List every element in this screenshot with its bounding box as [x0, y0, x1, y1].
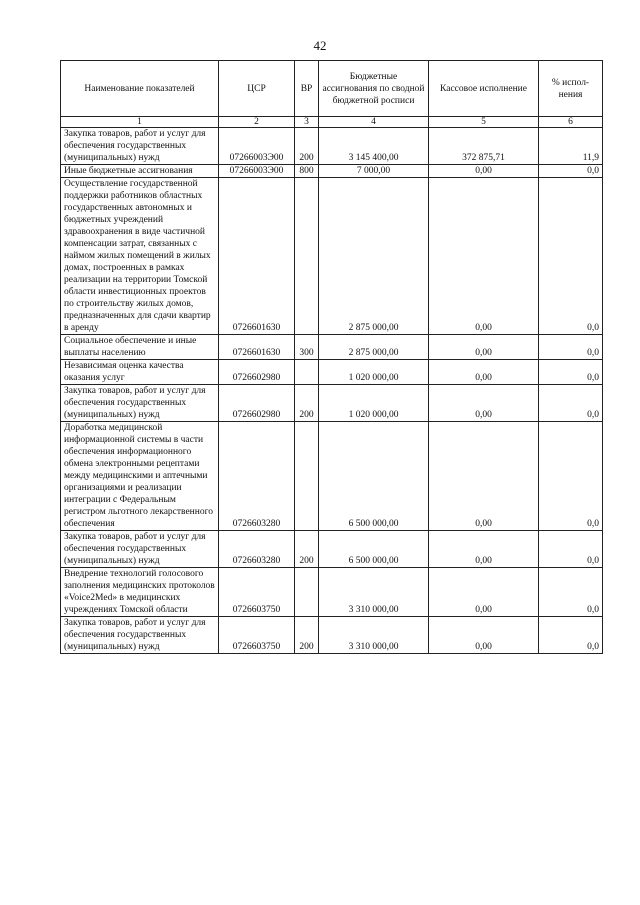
row-name: Закупка товаров, работ и услуг для обеспечения государственных (муниципальных) нужд [61, 128, 219, 165]
header-row [61, 61, 603, 117]
row-name: Закупка товаров, работ и услуг для обеспечения государственных (муниципальных) нужд [61, 531, 219, 568]
row-name: Внедрение технологий голосового заполнения медицинских протоколов «Voice2Med» в медицинских учреждениях Томской области [61, 568, 219, 617]
row-cash: 0,00 [429, 335, 539, 360]
row-csr: 0726601630 [219, 178, 295, 335]
row-cash: 0,00 [429, 617, 539, 654]
row-csr: 0726603750 [219, 617, 295, 654]
header-budget: Бюджетные ассигнования по сводной бюджетной росписи [319, 61, 429, 117]
row-budget: 1 020 000,00 [319, 385, 429, 422]
table-row [61, 165, 603, 178]
row-percent: 0,0 [539, 335, 603, 360]
header-name: Наименование показателей [61, 61, 219, 117]
row-budget: 2 875 000,00 [319, 178, 429, 335]
row-name: Осуществление государственной поддержки работников областных государственных автономных и бюджетных учреждений здравоохранения в виде частичной компенсации затрат, связанных с наймом жилых помещений в жилых домах, построенных в рамках реализации на территории Томской области инвестиционных проектов по строительству жилых домов, предназначенных для сдачи квартир в аренду [61, 178, 219, 335]
row-percent: 0,0 [539, 360, 603, 385]
table-row [61, 617, 603, 654]
table-row [61, 568, 603, 617]
row-vr: 300 [295, 335, 319, 360]
row-percent: 0,0 [539, 422, 603, 531]
column-number: 2 [219, 117, 295, 128]
row-csr: 07266003Э00 [219, 128, 295, 165]
table-row [61, 128, 603, 165]
row-percent: 0,0 [539, 178, 603, 335]
table-row [61, 360, 603, 385]
row-csr: 0726602980 [219, 385, 295, 422]
row-cash: 0,00 [429, 178, 539, 335]
column-number: 1 [61, 117, 219, 128]
table-row [61, 531, 603, 568]
row-budget: 6 500 000,00 [319, 531, 429, 568]
row-csr: 07266003Э00 [219, 165, 295, 178]
row-percent: 0,0 [539, 617, 603, 654]
row-budget: 3 145 400,00 [319, 128, 429, 165]
row-csr: 0726601630 [219, 335, 295, 360]
row-cash: 0,00 [429, 568, 539, 617]
row-budget: 3 310 000,00 [319, 617, 429, 654]
row-budget: 7 000,00 [319, 165, 429, 178]
row-cash: 0,00 [429, 385, 539, 422]
row-vr [295, 360, 319, 385]
header-vr: ВР [295, 61, 319, 117]
row-vr [295, 178, 319, 335]
row-vr: 200 [295, 385, 319, 422]
row-name: Иные бюджетные ассигнования [61, 165, 219, 178]
row-budget: 2 875 000,00 [319, 335, 429, 360]
header-csr: ЦСР [219, 61, 295, 117]
column-number: 3 [295, 117, 319, 128]
table-row [61, 178, 603, 335]
row-name: Социальное обеспечение и иные выплаты населению [61, 335, 219, 360]
row-percent: 0,0 [539, 568, 603, 617]
row-cash: 0,00 [429, 165, 539, 178]
row-cash: 372 875,71 [429, 128, 539, 165]
row-vr [295, 422, 319, 531]
column-number: 5 [429, 117, 539, 128]
row-vr: 200 [295, 531, 319, 568]
table-row [61, 422, 603, 531]
budget-execution-table [60, 60, 603, 654]
row-percent: 0,0 [539, 531, 603, 568]
row-csr: 0726603280 [219, 531, 295, 568]
row-csr: 0726602980 [219, 360, 295, 385]
row-budget: 3 310 000,00 [319, 568, 429, 617]
row-vr: 800 [295, 165, 319, 178]
table-row [61, 385, 603, 422]
header-percent: % испол-нения [539, 61, 603, 117]
row-name: Закупка товаров, работ и услуг для обеспечения государственных (муниципальных) нужд [61, 385, 219, 422]
row-budget: 1 020 000,00 [319, 360, 429, 385]
header-cash: Кассовое исполнение [429, 61, 539, 117]
row-budget: 6 500 000,00 [319, 422, 429, 531]
row-csr: 0726603750 [219, 568, 295, 617]
column-number: 6 [539, 117, 603, 128]
page-number: 42 [313, 38, 327, 53]
row-vr: 200 [295, 128, 319, 165]
table-row [61, 335, 603, 360]
row-name: Независимая оценка качества оказания услуг [61, 360, 219, 385]
row-cash: 0,00 [429, 360, 539, 385]
row-percent: 11,9 [539, 128, 603, 165]
row-csr: 0726603280 [219, 422, 295, 531]
row-cash: 0,00 [429, 531, 539, 568]
column-number-row [61, 117, 603, 128]
row-percent: 0,0 [539, 385, 603, 422]
row-name: Доработка медицинской информационной системы в части обеспечения информационного обмена электронными рецептами между медицинскими и аптечными организациями и реализации интеграции с Федеральным регистром льготного лекарственного обеспечения [61, 422, 219, 531]
row-percent: 0,0 [539, 165, 603, 178]
column-number: 4 [319, 117, 429, 128]
row-vr [295, 568, 319, 617]
row-vr: 200 [295, 617, 319, 654]
row-cash: 0,00 [429, 422, 539, 531]
row-name: Закупка товаров, работ и услуг для обеспечения государственных (муниципальных) нужд [61, 617, 219, 654]
